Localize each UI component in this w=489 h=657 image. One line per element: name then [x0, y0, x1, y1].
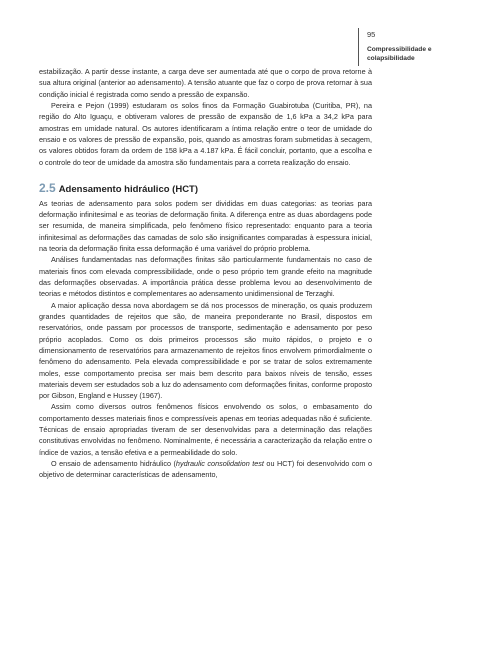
section-number: 2.5 — [39, 180, 56, 195]
page-number: 95 — [367, 30, 376, 39]
paragraph: A maior aplicação dessa nova abordagem se dá nos processos de mineração, os quais produzem grandes quantidades de rejeitos que são, de maneira preponderante no Brasil, dispostos em reservatórios, onde passam por processos de transporte, sedimentação e adensamento por peso próprio acoplados. Como os dois primeiros processos são muito rápidos, o projeto e o dimensionamento de reservatórios para armazenamento de rejeitos finos envolvem primordialmente o fenômeno do adensamento. Pela elevada compressibilidade e por se tratar de solos extremamente moles, esse comportamento precisa ser mais bem descrito para baixos níveis de tensão, esses materiais devem ser estudados sob a luz do adensamento com deformações finitas, conforme proposto por Gibson, England e Hussey (1967). — [39, 300, 372, 401]
section-title: Adensamento hidráulico (HCT) — [58, 183, 199, 195]
paragraph — [39, 458, 372, 481]
paragraph-text: O ensaio de adensamento hidráulico ( — [51, 459, 176, 468]
header-rule — [358, 28, 359, 66]
paragraph: As teorias de adensamento para solos podem ser divididas em duas categorias: as teorias para deformação infinitesimal e as teorias de deformação finita. A diferença entre as duas abordagens pode ser resumida, de maneira simplificada, pelo fenômeno físico representado: enquanto para a teoria infinitesimal as deformações das camadas de solo são insignificantes comparadas à espessura inicial, na teoria da deformação finita essa deformação é uma variável do próprio problema. — [39, 198, 372, 254]
body-text — [39, 66, 372, 481]
paragraph: Análises fundamentadas nas deformações finitas são particularmente fundamentais no caso de materiais finos com elevada compressibilidade, onde o peso próprio tem grande efeito na magnitude das deformações observadas. A importância prática desse problema levou ao desenvolvimento de teorias e métodos distintos e complementares ao adensamento unidimensional de Terzaghi. — [39, 255, 372, 299]
section-heading — [39, 182, 372, 196]
running-head — [367, 45, 432, 63]
paragraph: Assim como diversos outros fenômenos físicos envolvendo os solos, o embasamento do comportamento desses materiais finos e compressíveis apenas em teorias adequadas não é suficiente. Técnicas de ensaio apropriadas tiveram de ser desenvolvidas para a determinação das relações constitutivas envolvidas no fenômeno. Nominalmente, é necessária a caracterização da relação entre o índice de vazios, a tensão efetiva e a permeabilidade do solo. — [39, 402, 372, 457]
paragraph: estabilização. A partir desse instante, a carga deve ser aumentada até que o corpo de prova retorne à sua altura original (anterior ao adensamento). A tensão atuante que faz o corpo de prova retornar à sua condição inicial é registrada como sendo a pressão de expansão. — [39, 67, 372, 99]
paragraph-text: ou HCT) foi desenvolvido com o objetivo de determinar características de adensamento, — [39, 459, 372, 480]
running-head-line-2: colapsibilidade — [367, 55, 415, 62]
running-head-line-1: Compressibilidade e — [367, 46, 432, 53]
paragraph: Pereira e Pejon (1999) estudaram os solos finos da Formação Guabirotuba (Curitiba, PR), na região do Alto Iguaçu, e obtiveram valores de pressão de expansão de 1,6 kPa a 34,2 kPa para amostras em umidade natural. Os autores identificaram a íntima relação entre o teor de umidade do ensaio e os valores de pressão de expansão, pois, quando as amostras foram submetidas à secagem, os valores obtidos foram da ordem de 158 kPa a 4.187 kPa. É fácil concluir, portanto, que a escolha e o controle do teor de umidade da amostra são fundamentais para a correta realização do ensaio. — [39, 100, 372, 167]
italic-term: hydraulic consolidation test — [175, 459, 264, 468]
